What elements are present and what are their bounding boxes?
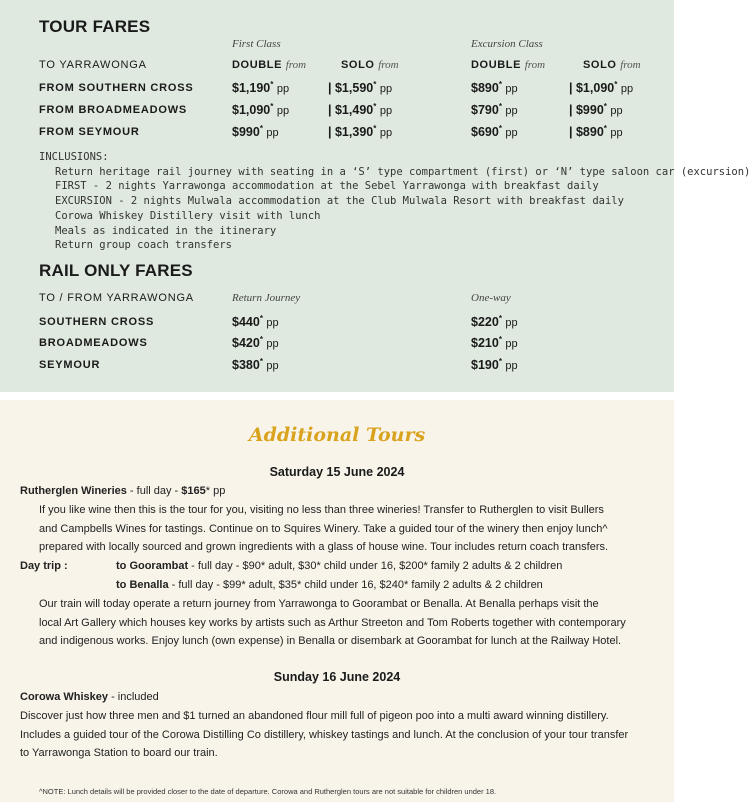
benalla-trip: to Benalla - full day - $99* adult, $35* child under 16, $240* family 2 adults & 2 children — [116, 579, 543, 591]
corowa-description: Discover just how three men and $1 turned an abandoned flour mill full of pigeon poo into a multi award winning distillery. Includes a guided tour of the Corowa Distilling Co distillery, whiskey tastings and lunch. At the conclusion of your tour transfer to Yarrawonga Station to board our train. — [20, 710, 629, 760]
additional-tours-title: Additional Tours — [248, 424, 426, 446]
inclusion-item: Meals as indicated in the itinerary — [55, 224, 277, 237]
ex-double-header: DOUBLE from — [471, 59, 546, 71]
inclusion-item: Return group coach transfers — [55, 239, 233, 252]
first-class-label: First Class — [232, 38, 281, 50]
fare-price: | $990* pp — [569, 102, 623, 118]
fare-row-label: FROM SEYMOUR — [39, 126, 140, 138]
fare-row-label: FROM BROADMEADOWS — [39, 104, 188, 116]
fare-price: $1,190* pp — [232, 80, 290, 96]
rail-price: $190* pp — [471, 357, 518, 373]
return-journey-label: Return Journey — [232, 292, 301, 304]
fare-price: $1,090* pp — [232, 102, 290, 118]
daytrip-label: Day trip : — [20, 560, 68, 572]
inclusion-item: FIRST - 2 nights Yarrawonga accommodation at the Sebel Yarrawonga with breakfast daily — [55, 180, 599, 193]
rutherglen-description: If you like wine then this is the tour for you, visiting no less than three wineries! Transfer to Rutherglen to visit Bullers and Campbells Wines for tastings. Continue on to Squires Winery. Take a guided tour of the winery then enjoy lunch^ prepared with locally sourced and grown ingredients with a glass of house wine. Tour includes return coach transfers. — [39, 504, 609, 554]
rail-row-label: SEYMOUR — [39, 359, 101, 371]
ex-solo-header: SOLO from — [583, 59, 641, 71]
rail-price: $380* pp — [232, 357, 279, 373]
rail-price: $210* pp — [471, 335, 518, 351]
fc-double-header: DOUBLE from — [232, 59, 307, 71]
fc-solo-header: SOLO from — [341, 59, 399, 71]
inclusion-item: Return heritage rail journey with seating in a ‘S’ type compartment (first) or ‘N’ type saloon car (excursion) — [55, 165, 750, 178]
inclusion-item: EXCURSION - 2 nights Mulwala accommodation at the Club Mulwala Resort with breakfast daily — [55, 195, 624, 208]
fare-row-label: FROM SOUTHERN CROSS — [39, 82, 194, 94]
fare-price: $690* pp — [471, 124, 518, 140]
inclusions-heading: INCLUSIONS: — [39, 151, 109, 163]
rail-fares-heading: RAIL ONLY FARES — [39, 261, 193, 280]
fare-price: | $1,390* pp — [328, 124, 393, 140]
rail-destination-label: TO / FROM YARRAWONGA — [39, 292, 194, 304]
one-way-label: One-way — [471, 292, 511, 304]
rail-row-label: BROADMEADOWS — [39, 337, 148, 349]
rail-price: $440* pp — [232, 314, 279, 330]
fare-price: | $1,590* pp — [328, 80, 393, 96]
sunday-date: Sunday 16 June 2024 — [273, 670, 401, 684]
rail-price: $220* pp — [471, 314, 518, 330]
fare-price: $990* pp — [232, 124, 279, 140]
rail-price: $420* pp — [232, 335, 279, 351]
rail-row-label: SOUTHERN CROSS — [39, 316, 155, 328]
inclusion-item: Corowa Whiskey Distillery visit with lunch — [55, 209, 321, 222]
lunch-note: ^NOTE: Lunch details will be provided closer to the date of departure. Corowa and Rutherglen tours are not suitable for children under 18. — [39, 787, 497, 796]
fare-price: | $890* pp — [569, 124, 623, 140]
fare-price: | $1,490* pp — [328, 102, 393, 118]
fare-price: | $1,090* pp — [569, 80, 634, 96]
saturday-date: Saturday 15 June 2024 — [269, 465, 405, 479]
corowa-title: Corowa Whiskey - included — [20, 691, 159, 703]
rutherglen-title: Rutherglen Wineries - full day - $165* pp — [20, 485, 226, 497]
daytrip-description: Our train will today operate a return journey from Yarrawonga to Goorambat or Benalla. At Benalla perhaps visit the local Art Gallery which houses key works by artists such as Arthur Streeton and Tom Roberts together with contemporary and indigenous works. Enjoy lunch (own expense) in Benalla or disembark at Goorambat for lunch at the Railway Hotel. — [39, 598, 626, 648]
inclusions-list — [39, 150, 750, 253]
goorambat-trip: to Goorambat - full day - $90* adult, $30* child under 16, $200* family 2 adults & 2 children — [116, 560, 563, 572]
destination-label: TO YARRAWONGA — [39, 59, 147, 71]
excursion-class-label: Excursion Class — [471, 38, 543, 50]
fare-price: $890* pp — [471, 80, 518, 96]
tour-fares-heading: TOUR FARES — [39, 17, 151, 36]
fare-price: $790* pp — [471, 102, 518, 118]
